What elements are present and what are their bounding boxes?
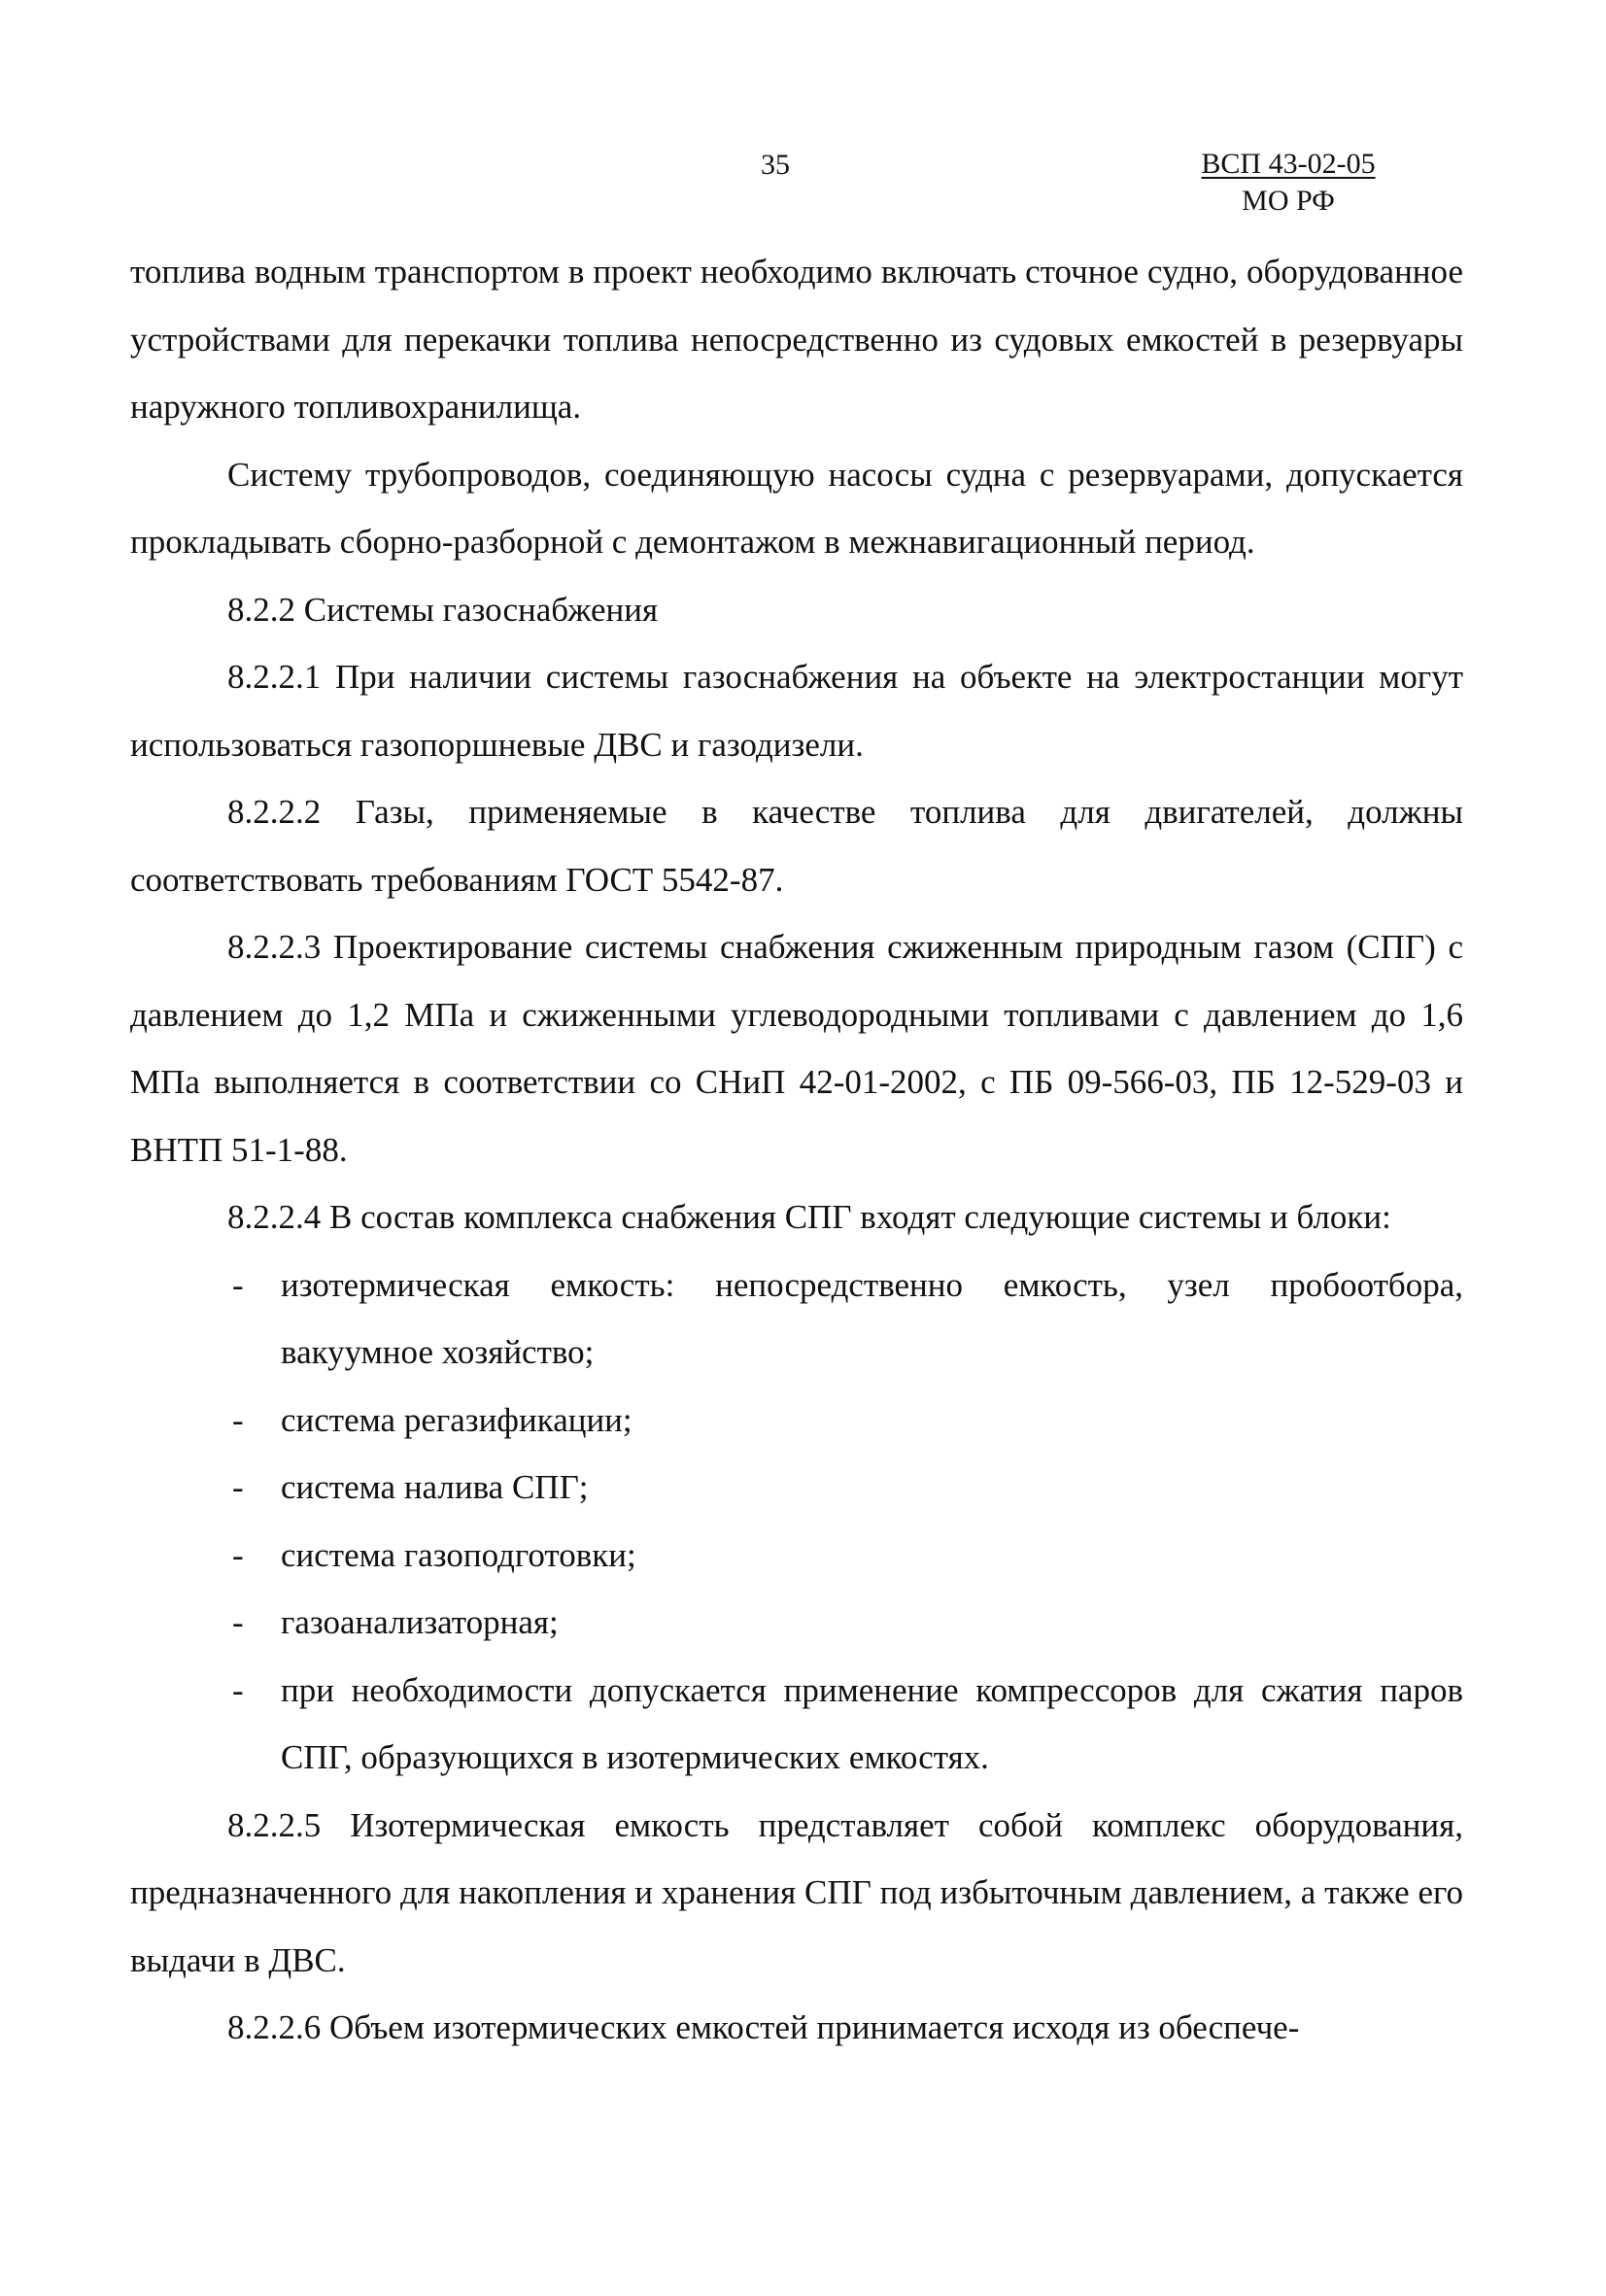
paragraph-8-2-2-3: 8.2.2.3 Проектирование системы снабжения сжиженным природным газом (СПГ) с давлением до 1,2 МПа и сжиженными углеводородными топливами с давлением до 1,6 МПа выполняется в соответствии со СНиП 42-01-2002, с ПБ 09-566-03, ПБ 12-529-03 и ВНТП 51-1-88.: [130, 928, 1463, 1169]
paragraph-pipeline-system: Систему трубопроводов, соединяющую насосы судна с резервуарами, допускается прокладывать сборно-разборной с демонтажом в межнавигационный период.: [130, 455, 1463, 561]
list-dash: -: [232, 1535, 244, 1574]
paragraph-continuation: топлива водным транспортом в проект необходимо включать сточное судно, оборудованное устройствами для перекачки топлива непосредственно из судовых емкостей в резервуары наружного топливохранилища.: [130, 253, 1463, 426]
body-text: [130, 238, 1463, 2062]
paragraph-8-2-2-4: 8.2.2.4 В состав комплекса снабжения СПГ входят следующие системы и блоки:: [227, 1198, 1391, 1236]
paragraph-8-2-2-1: 8.2.2.1 При наличии системы газоснабжения на объекте на электростанции могут использоваться газопоршневые ДВС и газодизели.: [130, 658, 1463, 764]
list-item-text: система регазификации;: [281, 1400, 632, 1439]
list-item: [130, 1454, 1463, 1522]
list-item: [130, 1522, 1463, 1590]
list-dash: -: [232, 1603, 244, 1641]
paragraph-8-2-2-2: 8.2.2.2 Газы, применяемые в качестве топлива для двигателей, должны соответствовать требованиям ГОСТ 5542-87.: [130, 793, 1463, 899]
list-item: [130, 1589, 1463, 1657]
list-item-text: система налива СПГ;: [281, 1468, 589, 1506]
list-dash: -: [232, 1670, 244, 1709]
document-header: [1191, 146, 1385, 220]
list-dash: -: [232, 1468, 244, 1506]
list-item-text: газоанализаторная;: [281, 1603, 559, 1641]
list-item-text: система газоподготовки;: [281, 1535, 636, 1574]
list-item: [130, 1251, 1463, 1387]
page-number: 35: [761, 149, 790, 181]
paragraph-8-2-2-6: 8.2.2.6 Объем изотермических емкостей принимается исходя из обеспече-: [227, 2008, 1300, 2046]
list-dash: -: [232, 1265, 244, 1304]
paragraph-8-2-2-5: 8.2.2.5 Изотермическая емкость представляет собой комплекс оборудования, предназначенного для накопления и хранения СПГ под избыточным давлением, а также его выдачи в ДВС.: [130, 1805, 1463, 1979]
section-heading-gas-supply: 8.2.2 Системы газоснабжения: [227, 590, 659, 629]
organization: МО РФ: [1242, 185, 1335, 217]
list-dash: -: [232, 1400, 244, 1439]
spg-systems-list: [130, 1251, 1463, 1792]
list-item: [130, 1387, 1463, 1455]
list-item-text: изотермическая емкость: непосредственно емкость, узел пробоотбора, вакуумное хозяйство;: [281, 1265, 1463, 1371]
list-item: [130, 1657, 1463, 1792]
list-item-text: при необходимости допускается применение компрессоров для сжатия паров СПГ, образующихся в изотермических емкостях.: [281, 1670, 1463, 1776]
document-code: ВСП 43-02-05: [1201, 148, 1376, 180]
